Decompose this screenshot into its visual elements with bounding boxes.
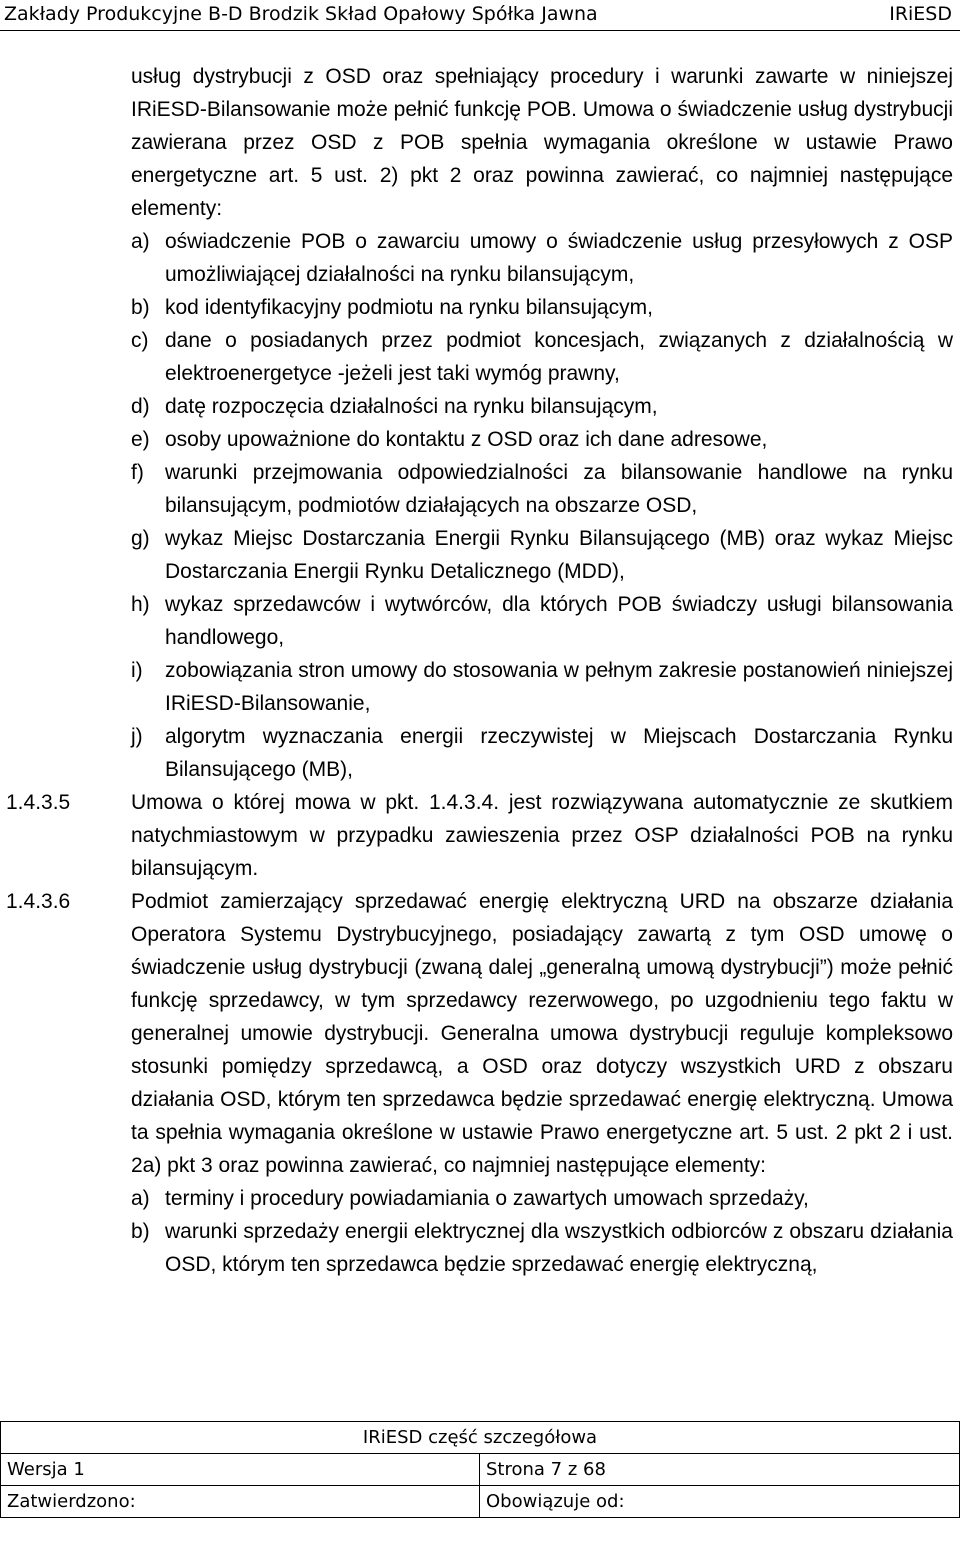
section-text: Umowa o której mowa w pkt. 1.4.3.4. jest rozwiązywana automatycznie ze skutkiem natychmiastowym w przypadku zawieszenia przez OSP działalności POB na rynku bilansującym.	[131, 791, 953, 880]
list-text: dane o posiadanych przez podmiot koncesjach, związanych z działalnością w elektroenergetyce -jeżeli jest taki wymóg prawny,	[165, 329, 953, 385]
list-text: kod identyfikacyjny podmiotu na rynku bilansującym,	[165, 296, 653, 319]
list-marker: a)	[131, 230, 150, 253]
list-item	[131, 1182, 953, 1215]
list-text: osoby upoważnione do kontaktu z OSD oraz ich dane adresowe,	[165, 428, 768, 451]
list-marker: f)	[131, 461, 144, 484]
pob-elements-list	[131, 225, 953, 786]
section-number: 1.4.3.6	[6, 890, 71, 913]
list-marker: e)	[131, 428, 150, 451]
list-text: algorytm wyznaczania energii rzeczywistej w Miejscach Dostarczania Rynku Bilansującego (MB),	[165, 725, 953, 781]
footer-approved: Zatwierdzono:	[1, 1486, 480, 1518]
footer-version: Wersja 1	[1, 1454, 480, 1486]
list-marker: c)	[131, 329, 149, 352]
list-item	[131, 423, 953, 456]
page-footer	[0, 1421, 960, 1518]
document-body	[0, 60, 960, 1281]
document-code: IRiESD	[889, 3, 952, 25]
section-number: 1.4.3.5	[6, 791, 71, 814]
list-item	[131, 225, 953, 291]
list-text: terminy i procedury powiadamiania o zawartych umowach sprzedaży,	[165, 1187, 809, 1210]
page-header	[0, 0, 960, 31]
list-item	[131, 522, 953, 588]
list-item	[131, 720, 953, 786]
list-item	[131, 324, 953, 390]
list-item	[131, 654, 953, 720]
list-marker: g)	[131, 527, 150, 550]
list-marker: b)	[131, 1220, 150, 1243]
list-marker: h)	[131, 593, 150, 616]
list-text: wykaz sprzedawców i wytwórców, dla których POB świadczy usługi bilansowania handlowego,	[165, 593, 953, 649]
list-item	[131, 1215, 953, 1281]
section-1-4-3-6	[0, 885, 960, 1281]
list-item	[131, 291, 953, 324]
list-text: wykaz Miejsc Dostarczania Energii Rynku Bilansującego (MB) oraz wykaz Miejsc Dostarczania Energii Rynku Detalicznego (MDD),	[165, 527, 953, 583]
footer-title: IRiESD część szczegółowa	[1, 1422, 960, 1454]
list-text: warunki sprzedaży energii elektrycznej dla wszystkich odbiorców z obszaru działania OSD, którym ten sprzedawca będzie sprzedawać energię elektryczną,	[165, 1220, 953, 1276]
list-item	[131, 456, 953, 522]
list-marker: b)	[131, 296, 150, 319]
list-marker: j)	[131, 725, 143, 748]
footer-effective: Obowiązuje od:	[480, 1486, 960, 1518]
list-marker: d)	[131, 395, 150, 418]
list-text: datę rozpoczęcia działalności na rynku bilansującym,	[165, 395, 658, 418]
intro-paragraph: usług dystrybucji z OSD oraz spełniający procedury i warunki zawarte w niniejszej IRiESD-Bilansowanie może pełnić funkcję POB. Umowa o świadczenie usług dystrybucji zawierana przez OSD z POB spełnia wymagania określone w ustawie Prawo energetyczne art. 5 ust. 2) pkt 2 oraz powinna zawierać, co najmniej następujące elementy:	[131, 65, 953, 220]
list-text: zobowiązania stron umowy do stosowania w pełnym zakresie postanowień niniejszej IRiESD-Bilansowanie,	[165, 659, 953, 715]
list-marker: a)	[131, 1187, 150, 1210]
footer-page-number: Strona 7 z 68	[480, 1454, 960, 1486]
list-text: warunki przejmowania odpowiedzialności za bilansowanie handlowe na rynku bilansującym, podmiotów działających na obszarze OSD,	[165, 461, 953, 517]
list-item	[131, 390, 953, 423]
company-name: Zakłady Produkcyjne B-D Brodzik Skład Opałowy Spółka Jawna	[4, 3, 598, 25]
section-text: Podmiot zamierzający sprzedawać energię elektryczną URD na obszarze działania Operatora Systemu Dystrybucyjnego, posiadający zawartą z tym OSD umowę o świadczenie usług dystrybucji (zwaną dalej „generalną umową dystrybucji”) może pełnić funkcję sprzedawcy, w tym sprzedawcy rezerwowego, po uzgodnieniu tego faktu w generalnej umowie dystrybucji. Generalna umowa dystrybucji reguluje kompleksowo stosunki pomiędzy sprzedawcą, a OSD oraz dotyczy wszystkich URD z obszaru działania OSD, którym ten sprzedawca będzie sprzedawać energię elektryczną. Umowa ta spełnia wymagania określone w ustawie Prawo energetyczne art. 5 ust. 2 pkt 2 i ust. 2a) pkt 3 oraz powinna zawierać, co najmniej następujące elementy:	[131, 890, 953, 1177]
section-1-4-3-5	[0, 786, 960, 885]
list-text: oświadczenie POB o zawarciu umowy o świadczenie usług przesyłowych z OSP umożliwiającej działalności na rynku bilansującym,	[165, 230, 953, 286]
list-marker: i)	[131, 659, 143, 682]
list-item	[131, 588, 953, 654]
